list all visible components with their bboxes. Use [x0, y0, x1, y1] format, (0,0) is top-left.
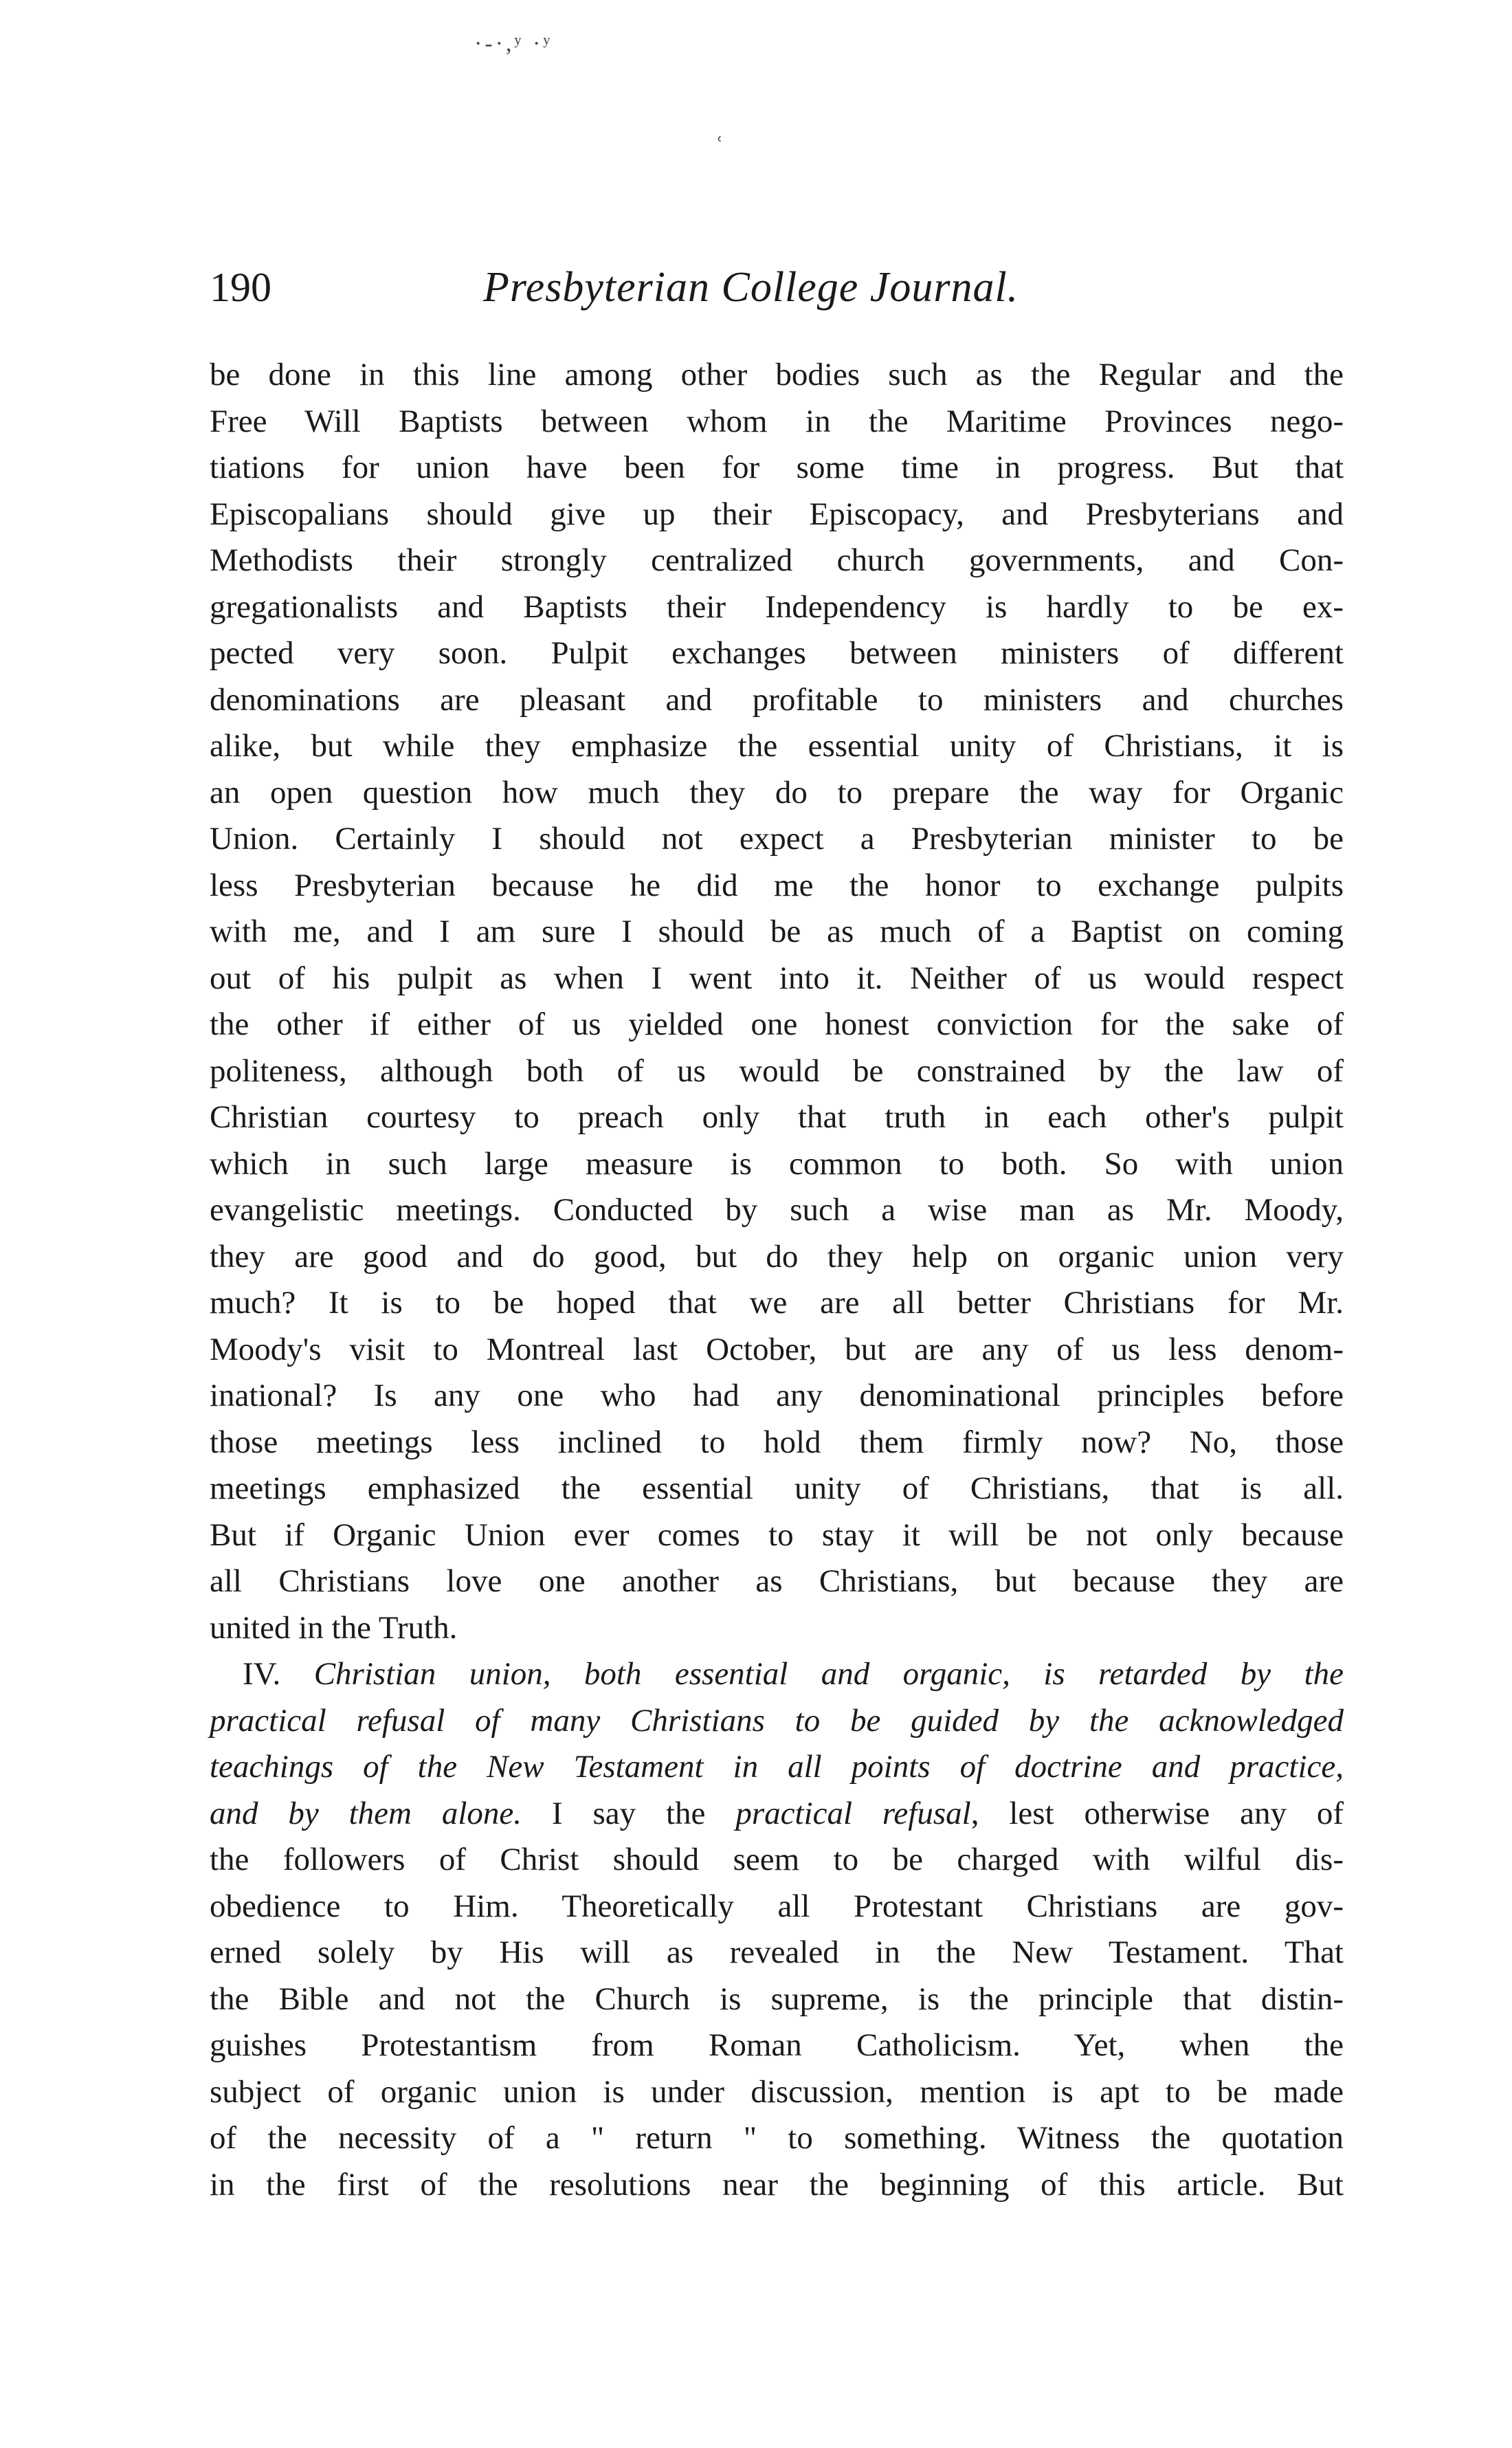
text-line: Moody's visit to Montreal last October, but are any of us less denom-	[210, 1331, 1344, 1367]
text-line: pected very soon. Pulpit exchanges between ministers of different	[210, 635, 1344, 671]
text-line: the Bible and not the Church is supreme, is the principle that distin-	[210, 1981, 1344, 2017]
text-line: be done in this line among other bodies such as the Regular and the	[210, 357, 1344, 393]
text-line: tiations for union have been for some time in progress. But that	[210, 450, 1344, 485]
text-line: an open question how much they do to prepare the way for Organic	[210, 774, 1344, 811]
body-text	[210, 352, 1344, 2208]
text-line: which in such large measure is common to both. So with union	[210, 1145, 1344, 1182]
text-line: alike, but while they emphasize the essential unity of Christians, it is	[210, 728, 1344, 764]
text-segment: , lest otherwise any of	[970, 1795, 1344, 1831]
text-line: those meetings less inclined to hold them firmly now? No, those	[210, 1424, 1344, 1460]
text-line: of the necessity of a " return " to something. Witness the quotation	[210, 2120, 1344, 2156]
text-line: all Christians love one another as Christians, but because they are	[210, 1563, 1344, 1599]
text-line: guishes Protestantism from Roman Catholicism. Yet, when the	[210, 2027, 1344, 2063]
text-line: erned solely by His will as revealed in the New Testament. That	[210, 1934, 1344, 1970]
italic-line: practical refusal of many Christians to be guided by the acknowledged	[210, 1702, 1344, 1739]
journal-title: Presbyterian College Journal.	[483, 264, 1019, 311]
text-line: much? It is to be hoped that we are all better Christians for Mr.	[210, 1285, 1344, 1321]
text-line: obedience to Him. Theoretically all Protestant Christians are gov-	[210, 1888, 1344, 1924]
page-number: 190	[210, 265, 271, 310]
text-line: less Presbyterian because he did me the honor to exchange pulpits	[210, 867, 1344, 903]
text-line: Union. Certainly I should not expect a Presbyterian minister to be	[210, 821, 1344, 857]
text-line: out of his pulpit as when I went into it. Neither of us would respect	[210, 960, 1344, 996]
running-head	[210, 260, 1344, 315]
section-heading-line	[210, 1651, 1344, 1698]
text-line: they are good and do good, but do they help on organic union very	[210, 1238, 1344, 1275]
text-line: gregationalists and Baptists their Independency is hardly to be ex-	[210, 588, 1344, 625]
text-segment: I say the	[522, 1795, 736, 1831]
text-line: Episcopalians should give up their Episcopacy, and Presbyterians and	[210, 496, 1344, 532]
italic-line: teachings of the New Testament in all points of doctrine and practice,	[210, 1749, 1344, 1785]
mixed-line	[210, 1791, 1344, 1838]
italic-phrase: practical refusal	[735, 1795, 971, 1831]
text-line: evangelistic meetings. Conducted by such a wise man as Mr. Moody,	[210, 1192, 1344, 1228]
text-line: But if Organic Union ever comes to stay it will be not only because	[210, 1517, 1344, 1553]
text-line: in the first of the resolutions near the beginning of this article. But	[210, 2166, 1344, 2203]
italic-text: Christian union, both essential and organic, is retarded by the	[313, 1656, 1344, 1692]
section-number: IV.	[243, 1656, 281, 1692]
text-line: subject of organic union is under discussion, mention is apt to be made	[210, 2073, 1344, 2110]
text-line: with me, and I am sure I should be as much of a Baptist on coming	[210, 914, 1344, 949]
ink-smudge-mark: ·-·,ʸ ·ʸ	[474, 31, 553, 56]
italic-text: and by them alone.	[210, 1795, 522, 1831]
text-line: denominations are pleasant and profitable to ministers and churches	[210, 681, 1344, 718]
text-line: the other if either of us yielded one honest conviction for the sake of	[210, 1006, 1344, 1042]
text-line: politeness, although both of us would be constrained by the law of	[210, 1052, 1344, 1089]
text-line: united in the Truth.	[210, 1609, 458, 1646]
text-line: inational? Is any one who had any denominational principles before	[210, 1378, 1344, 1413]
corner-mark: ʿ	[715, 131, 727, 162]
text-line: Methodists their strongly centralized church governments, and Con-	[210, 542, 1344, 578]
text-line: meetings emphasized the essential unity of Christians, that is all.	[210, 1470, 1344, 1506]
text-line: Free Will Baptists between whom in the Maritime Provinces nego-	[210, 403, 1344, 439]
text-line: Christian courtesy to preach only that truth in each other's pulpit	[210, 1099, 1344, 1135]
text-line: the followers of Christ should seem to be charged with wilful dis-	[210, 1842, 1344, 1877]
